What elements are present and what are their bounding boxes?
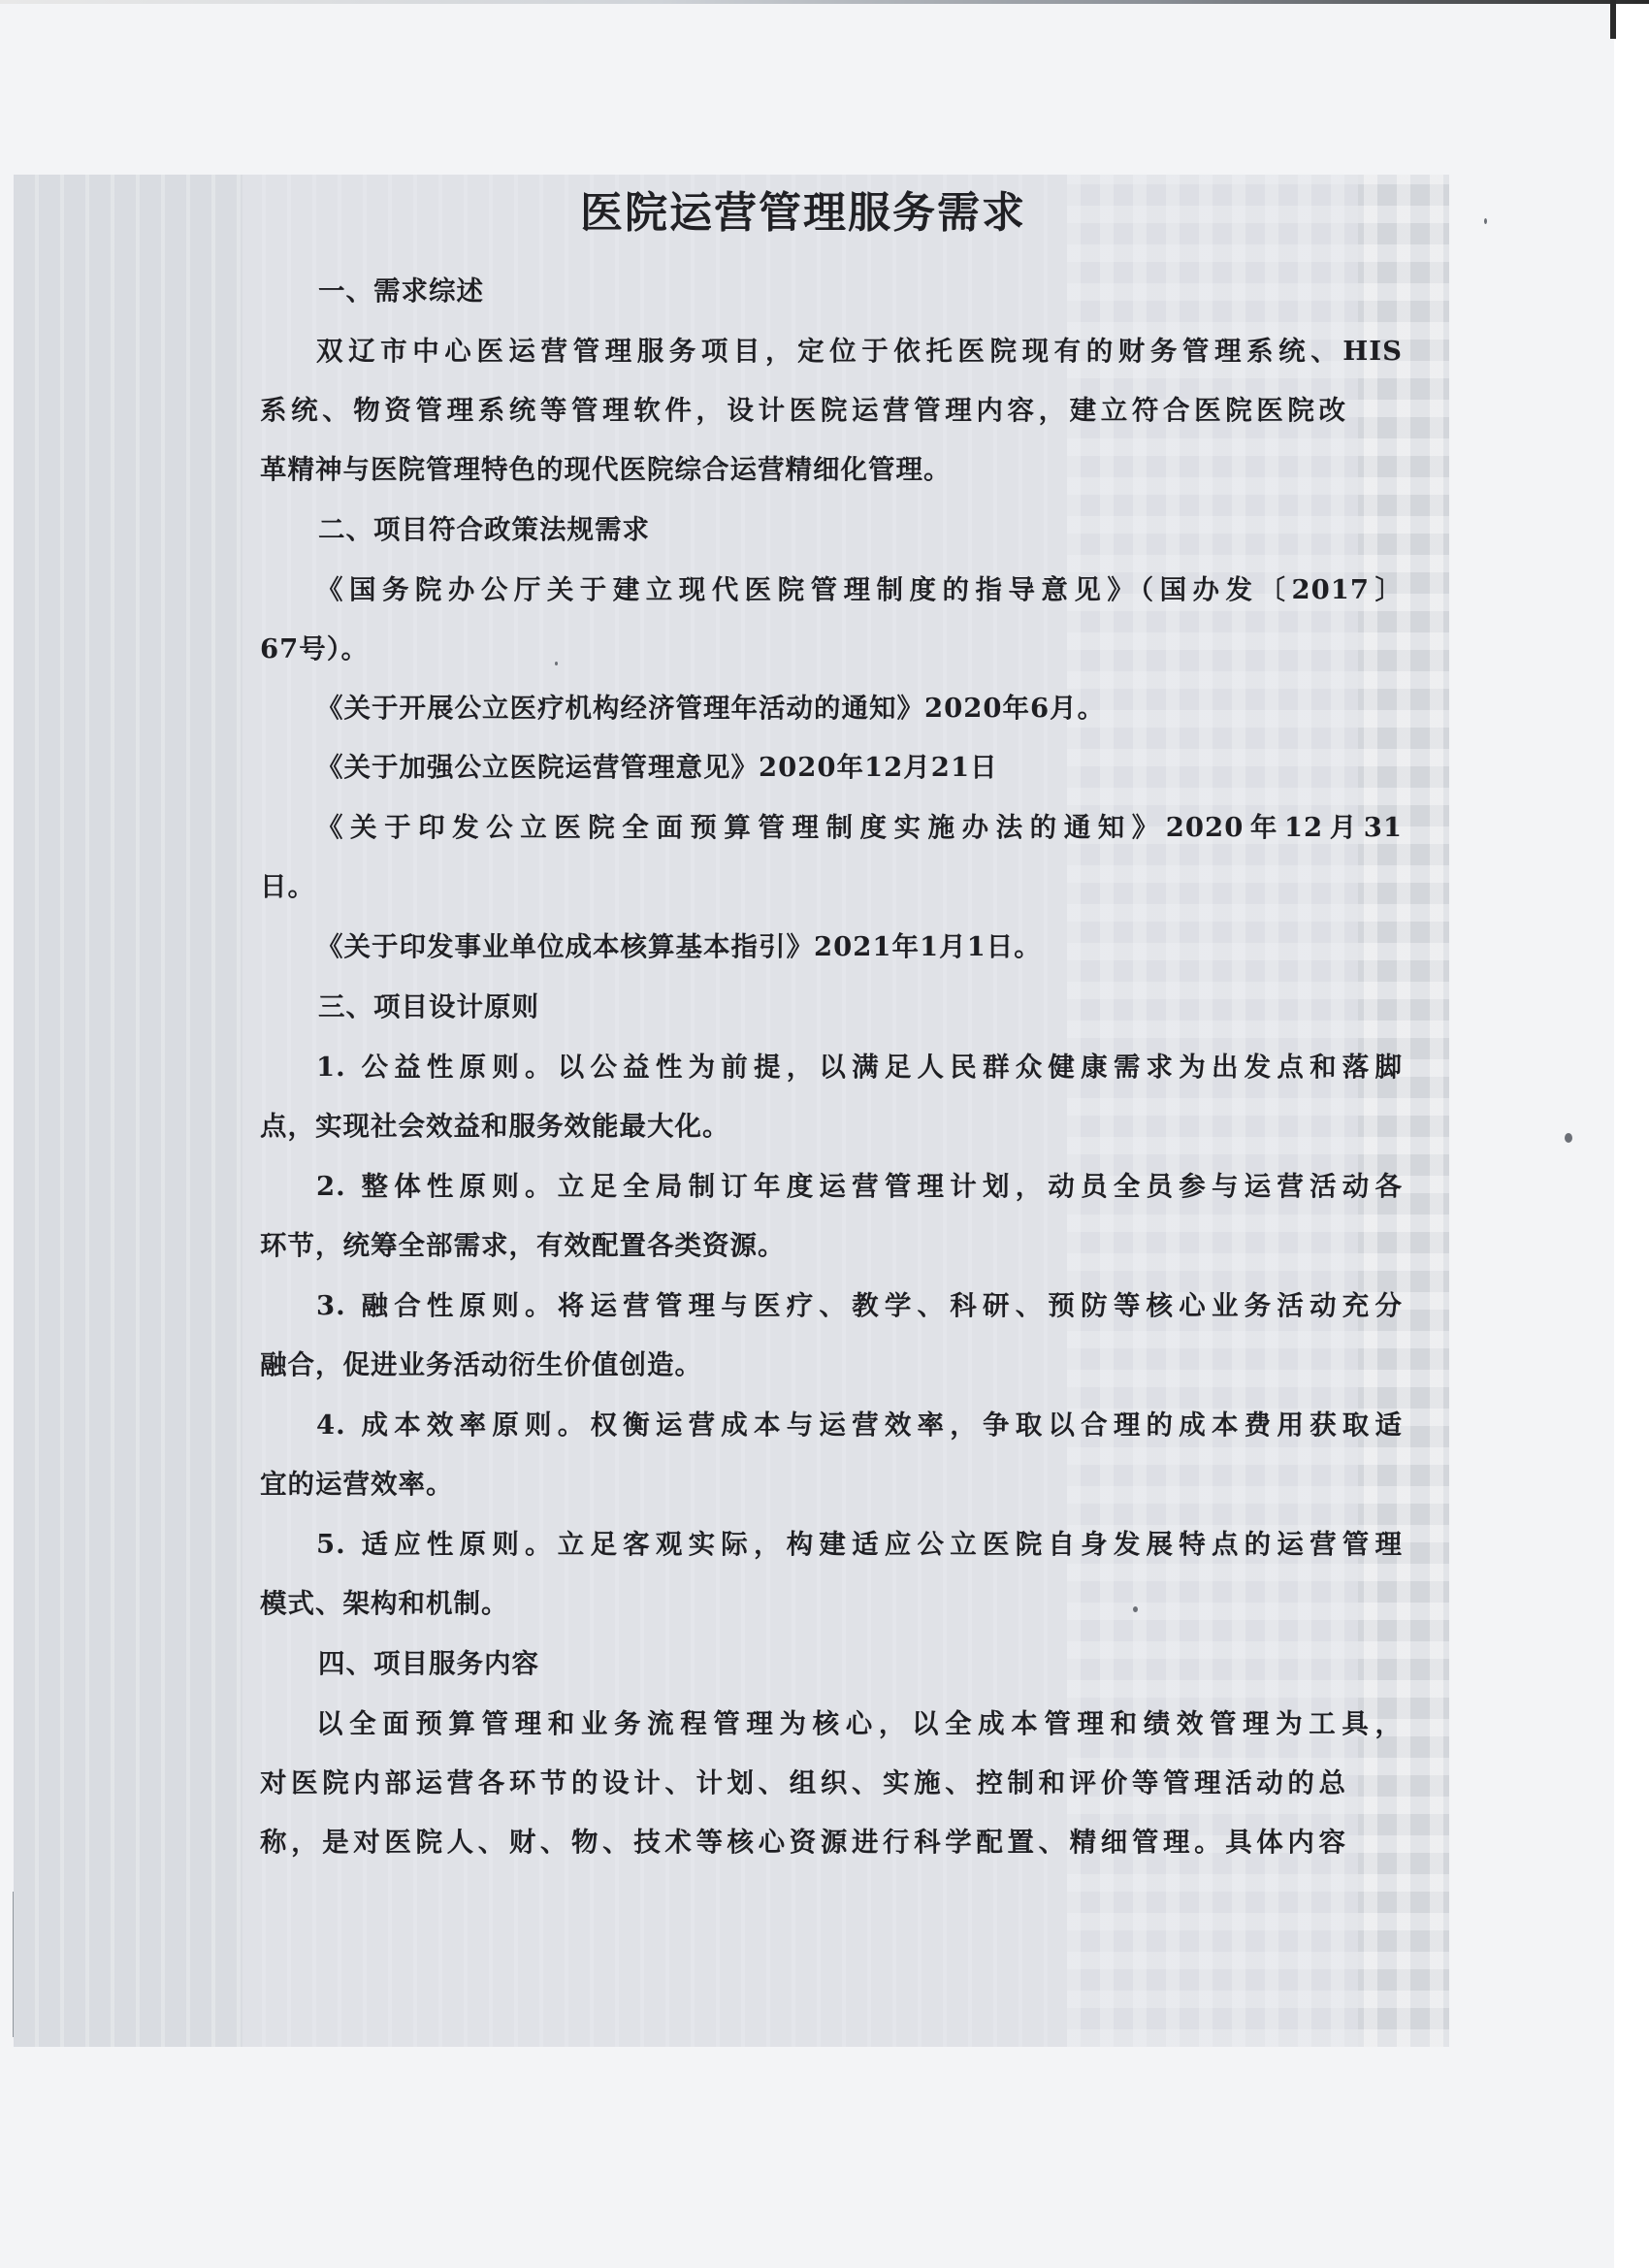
principle-line: 5. 适应性原则。立足客观实际，构建适应公立医院自身发展特点的运营管理 bbox=[316, 1529, 1403, 1560]
principle-line: 融合，促进业务活动衍生价值创造。 bbox=[260, 1349, 702, 1380]
policy-reference: 《关于印发公立医院全面预算管理制度实施办法的通知》2020年12月31 bbox=[316, 812, 1403, 843]
principle-line: 环节，统筹全部需求，有效配置各类资源。 bbox=[260, 1230, 786, 1261]
scan-corner-shadow bbox=[1610, 0, 1616, 39]
section-heading-1: 一、需求综述 bbox=[318, 275, 484, 307]
policy-reference: 《关于开展公立医疗机构经济管理年活动的通知》2020年6月。 bbox=[316, 693, 1106, 724]
paragraph-line: 革精神与医院管理特色的现代医院综合运营精细化管理。 bbox=[260, 454, 952, 485]
scan-top-edge bbox=[0, 0, 1649, 4]
scan-speck bbox=[1484, 218, 1487, 224]
document-title: 医院运营管理服务需求 bbox=[580, 188, 1026, 238]
policy-reference: 《关于加强公立医院运营管理意见》2020年12月21日 bbox=[316, 752, 998, 783]
principle-line: 宜的运营效率。 bbox=[260, 1469, 454, 1500]
policy-reference-cont: 67号）。 bbox=[260, 633, 370, 664]
paragraph-line: 称，是对医院人、财、物、技术等核心资源进行科学配置、精细管理。具体内容 bbox=[260, 1827, 1346, 1858]
principle-line: 1. 公益性原则。以公益性为前提，以满足人民群众健康需求为出发点和落脚 bbox=[316, 1052, 1403, 1083]
section-heading-3: 三、项目设计原则 bbox=[318, 991, 539, 1022]
paragraph-line: 对医院内部运营各环节的设计、计划、组织、实施、控制和评价等管理活动的总 bbox=[260, 1767, 1346, 1798]
paragraph-line: 以全面预算管理和业务流程管理为核心，以全成本管理和绩效管理为工具， bbox=[316, 1708, 1403, 1739]
principle-line: 4. 成本效率原则。权衡运营成本与运营效率，争取以合理的成本费用获取适 bbox=[316, 1409, 1403, 1441]
principle-line: 点，实现社会效益和服务效能最大化。 bbox=[260, 1111, 730, 1142]
scan-left-rule bbox=[13, 1892, 14, 2037]
policy-reference-cont: 日。 bbox=[260, 871, 315, 902]
page-right-margin bbox=[1614, 0, 1649, 2268]
paragraph-line: 双辽市中心医运营管理服务项目，定位于依托医院现有的财务管理系统、HIS bbox=[316, 336, 1403, 367]
principle-line: 2. 整体性原则。立足全局制订年度运营管理计划，动员全员参与运营活动各 bbox=[316, 1171, 1403, 1202]
paragraph-line: 系统、物资管理系统等管理软件，设计医院运营管理内容，建立符合医院医院改 bbox=[260, 395, 1346, 426]
principle-line: 模式、架构和机制。 bbox=[260, 1588, 509, 1619]
scan-speck bbox=[1565, 1133, 1572, 1143]
principle-line: 3. 融合性原则。将运营管理与医疗、教学、科研、预防等核心业务活动充分 bbox=[316, 1290, 1403, 1321]
section-heading-4: 四、项目服务内容 bbox=[318, 1648, 539, 1679]
section-heading-2: 二、项目符合政策法规需求 bbox=[318, 514, 650, 545]
policy-reference: 《国务院办公厅关于建立现代医院管理制度的指导意见》（国办发〔2017〕 bbox=[316, 574, 1403, 605]
policy-reference: 《关于印发事业单位成本核算基本指引》2021年1月1日。 bbox=[316, 931, 1042, 962]
